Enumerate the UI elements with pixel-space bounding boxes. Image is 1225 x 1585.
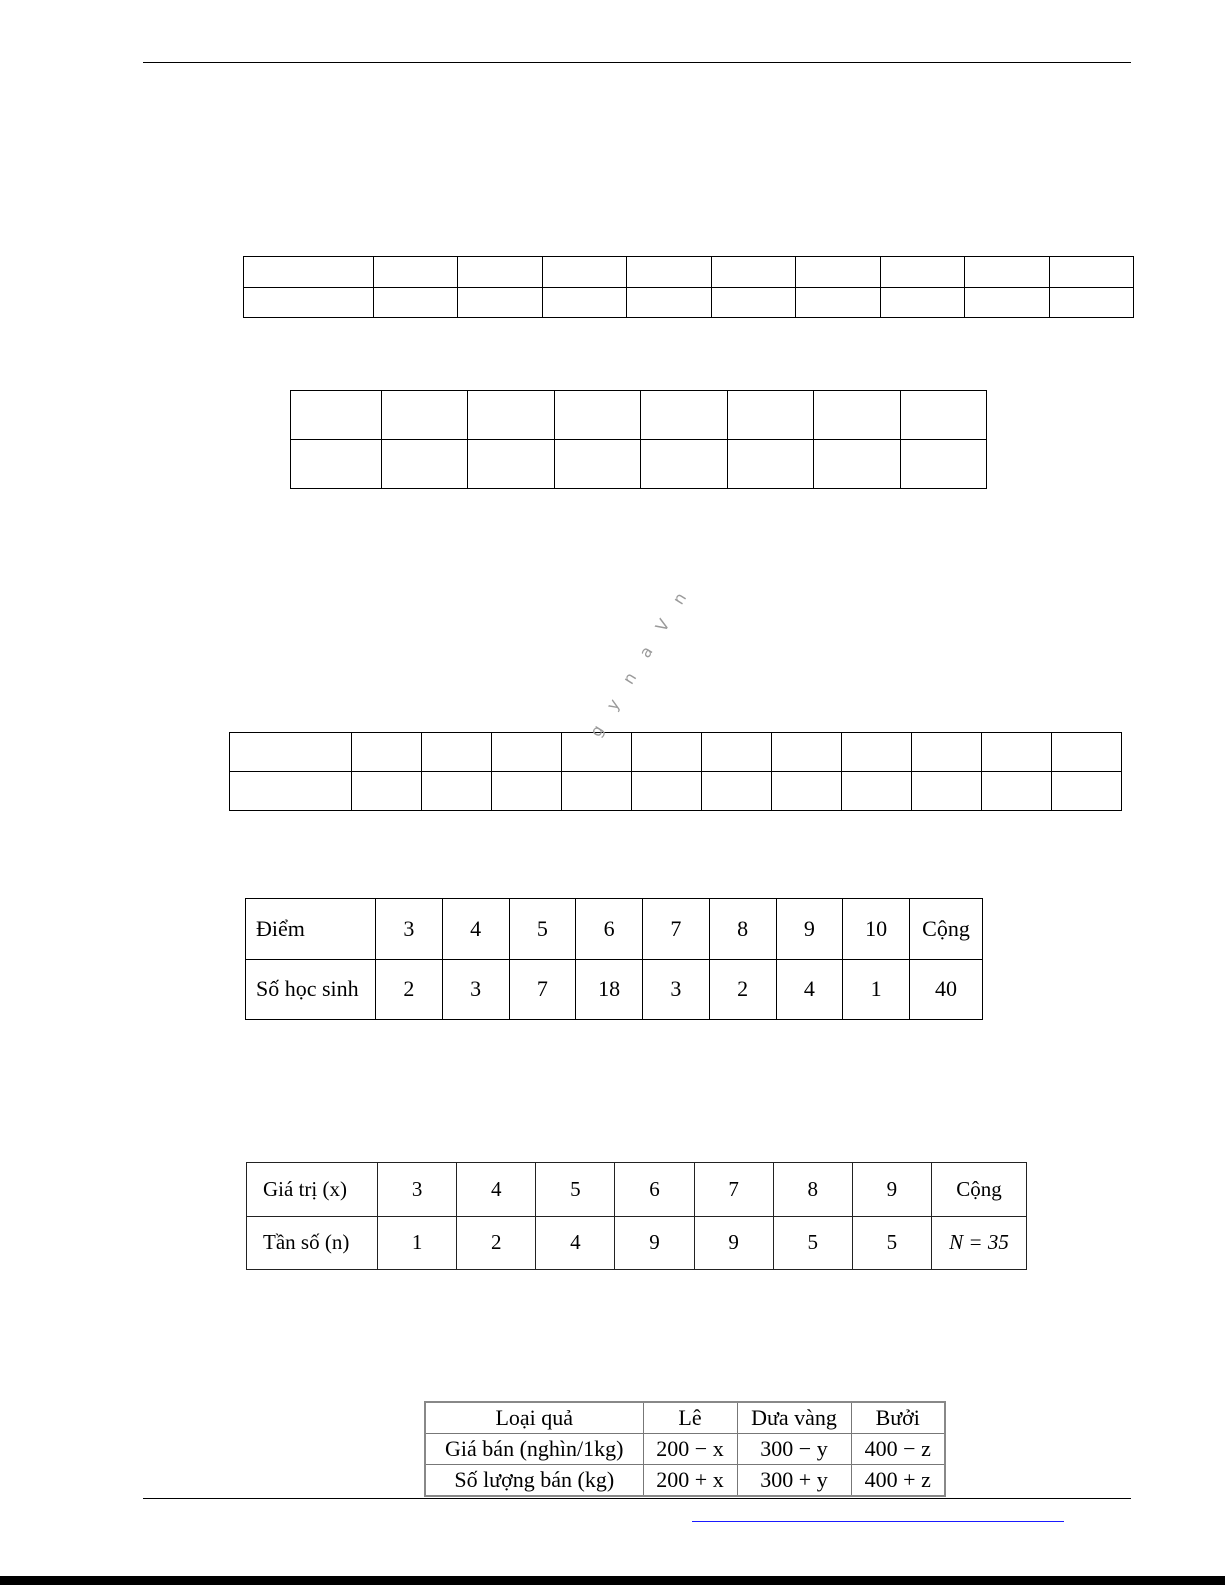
fruit-header-type: Loại quả (425, 1402, 643, 1434)
table-row (246, 959, 983, 1020)
table-row (246, 899, 983, 960)
frequency-table (246, 1162, 1027, 1270)
table-row (425, 1402, 945, 1434)
price-row-label: Giá bán (nghìn/1kg) (425, 1434, 643, 1465)
price-cell: 300 − y (737, 1434, 851, 1465)
score-cell: 8 (709, 899, 776, 960)
freq-cell: 2 (457, 1216, 536, 1270)
score-cell: 10 (843, 899, 910, 960)
freq-cell: 1 (378, 1216, 457, 1270)
scores-table (245, 898, 983, 1020)
blank-table-2 (290, 390, 987, 489)
total-cell: N = 35 (932, 1216, 1027, 1270)
freq-cell: 9 (615, 1216, 694, 1270)
value-label: Giá trị (x) (247, 1163, 378, 1217)
page-edge (0, 1576, 1225, 1585)
value-cell: 8 (773, 1163, 852, 1217)
freq-cell: 9 (694, 1216, 773, 1270)
score-header-label: Điểm (246, 899, 376, 960)
count-cell: 3 (442, 959, 509, 1020)
value-cell: 9 (852, 1163, 931, 1217)
count-cell: 18 (576, 959, 643, 1020)
total-label-cell: Cộng (910, 899, 983, 960)
table-row (247, 1163, 1027, 1217)
frequency-label: Tần số (n) (247, 1216, 378, 1270)
score-cell: 3 (376, 899, 443, 960)
watermark: g y n a V n (586, 582, 695, 741)
count-cell: 2 (376, 959, 443, 1020)
count-cell: 2 (709, 959, 776, 1020)
table-row (244, 257, 1134, 288)
score-cell: 6 (576, 899, 643, 960)
price-cell: 200 − x (643, 1434, 737, 1465)
table-row (244, 287, 1134, 318)
value-cell: 4 (457, 1163, 536, 1217)
table-row (291, 440, 987, 489)
value-cell: 5 (536, 1163, 615, 1217)
table-row (425, 1464, 945, 1496)
fruit-header-pomelo: Bưởi (851, 1402, 945, 1434)
fruit-header-melon: Dưa vàng (737, 1402, 851, 1434)
count-cell: 1 (843, 959, 910, 1020)
quantity-cell: 300 + y (737, 1464, 851, 1496)
value-cell: 7 (694, 1163, 773, 1217)
blank-table-3 (229, 732, 1122, 811)
value-cell: 3 (378, 1163, 457, 1217)
score-cell: 7 (643, 899, 710, 960)
score-cell: 4 (442, 899, 509, 960)
score-cell: 5 (509, 899, 576, 960)
count-cell: 4 (776, 959, 843, 1020)
freq-cell: 4 (536, 1216, 615, 1270)
student-count-label: Số học sinh (246, 959, 376, 1020)
table-row (230, 772, 1122, 811)
table-row (247, 1216, 1027, 1270)
footer-rule (143, 1498, 1131, 1499)
table-row (230, 733, 1122, 772)
blank-table-1 (243, 256, 1134, 318)
total-label-cell: Cộng (932, 1163, 1027, 1217)
quantity-row-label: Số lượng bán (kg) (425, 1464, 643, 1496)
table-row (291, 391, 987, 440)
freq-cell: 5 (852, 1216, 931, 1270)
quantity-cell: 400 + z (851, 1464, 945, 1496)
footer-link[interactable] (692, 1521, 1064, 1522)
score-cell: 9 (776, 899, 843, 960)
count-cell: 3 (643, 959, 710, 1020)
total-cell: 40 (910, 959, 983, 1020)
fruit-table (424, 1401, 946, 1497)
count-cell: 7 (509, 959, 576, 1020)
header-rule (143, 62, 1131, 63)
freq-cell: 5 (773, 1216, 852, 1270)
fruit-header-pear: Lê (643, 1402, 737, 1434)
quantity-cell: 200 + x (643, 1464, 737, 1496)
price-cell: 400 − z (851, 1434, 945, 1465)
table-row (425, 1434, 945, 1465)
value-cell: 6 (615, 1163, 694, 1217)
